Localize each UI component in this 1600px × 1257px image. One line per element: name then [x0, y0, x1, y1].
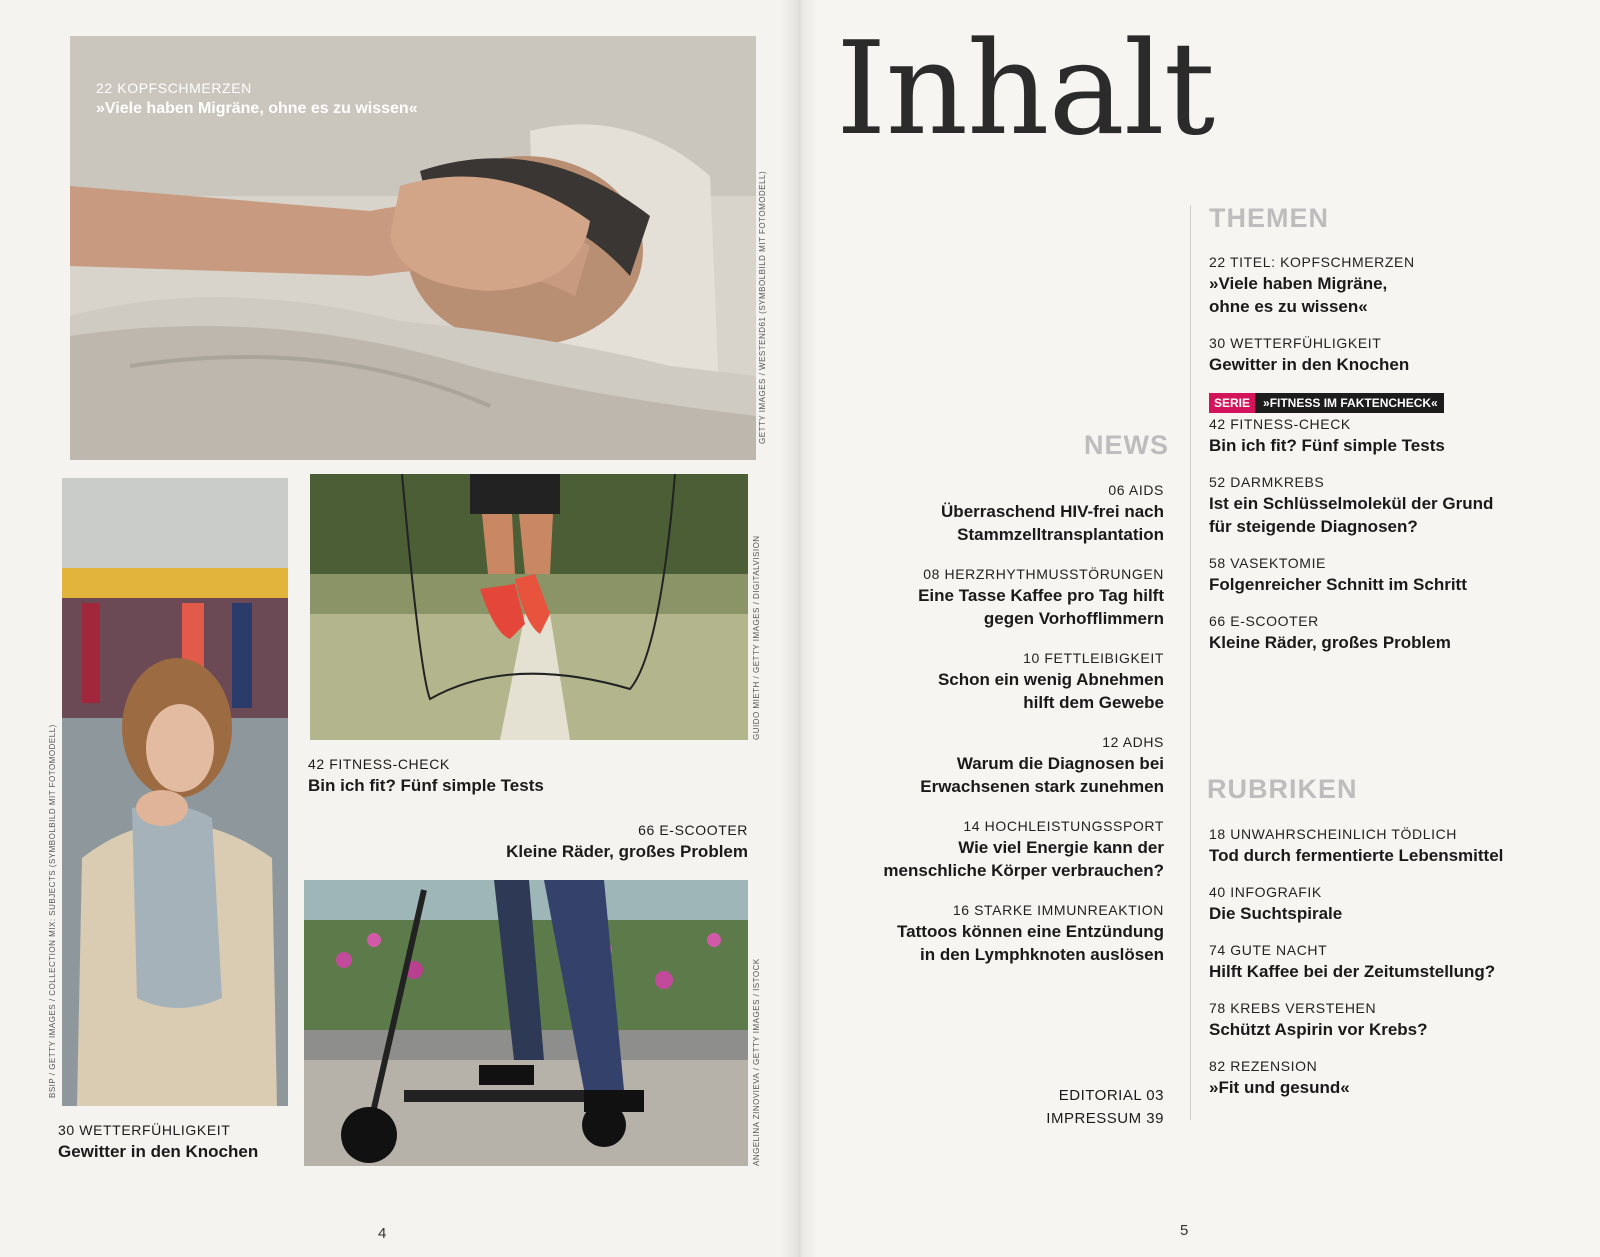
hero-kicker: 22 KOPFSCHMERZEN: [96, 80, 252, 96]
themen-entry-title: [1209, 631, 1539, 654]
news-entry[interactable]: [880, 482, 1164, 546]
rubriken-entry-title-line: Hilft Kaffee bei der Zeitumstellung?: [1209, 962, 1496, 981]
news-entry-title-line: Überraschend HIV-frei nach: [941, 502, 1164, 521]
news-entry-title: [880, 500, 1164, 546]
rubriken-entry-kicker: 18 UNWAHRSCHEINLICH TÖDLICH: [1209, 826, 1458, 842]
themen-entry-title-line: Gewitter in den Knochen: [1209, 355, 1410, 374]
news-entry-title: [880, 668, 1164, 714]
news-entry-title-line: Eine Tasse Kaffee pro Tag hilft: [918, 586, 1164, 605]
themen-entry-title: [1209, 573, 1539, 596]
rubriken-entry-title-line: Schützt Aspirin vor Krebs?: [1209, 1020, 1428, 1039]
rubriken-list: [1209, 826, 1539, 1116]
themen-entry[interactable]: [1209, 474, 1539, 538]
news-entry-title-line: Stammzelltransplantation: [957, 525, 1164, 544]
rubriken-entry-title: [1209, 1076, 1539, 1099]
news-entry-title-line: Warum die Diagnosen bei: [956, 754, 1164, 773]
news-entry-title-line: hilft dem Gewebe: [1023, 693, 1164, 712]
scooter-caption-kicker: 66 E-SCOOTER: [638, 822, 748, 838]
themen-entry-kicker: 58 VASEKTOMIE: [1209, 555, 1326, 571]
themen-entry[interactable]: [1209, 335, 1539, 376]
page-number-left: 4: [378, 1225, 387, 1242]
news-entry-title-line: menschliche Körper verbrauchen?: [883, 861, 1164, 880]
themen-list: [1209, 254, 1539, 671]
serie-banner: [1209, 393, 1444, 413]
news-entry-title: [880, 920, 1164, 966]
rubriken-entry[interactable]: [1209, 942, 1539, 983]
wetter-caption-title: Gewitter in den Knochen: [58, 1142, 259, 1161]
themen-entry-title-line: Kleine Räder, großes Problem: [1209, 633, 1451, 652]
page-title: Inhalt: [836, 15, 1215, 164]
impressum-entry: IMPRESSUM 39: [1046, 1110, 1164, 1127]
news-entry-kicker: 06 AIDS: [1108, 482, 1164, 498]
jump-rope-photo: [310, 474, 748, 740]
news-entry-title-line: in den Lymphknoten auslösen: [919, 945, 1164, 964]
column-divider: [1190, 205, 1191, 1120]
news-entry-title: [880, 584, 1164, 630]
themen-entry-kicker: 52 DARMKREBS: [1209, 474, 1325, 490]
themen-entry-title: [1209, 272, 1539, 318]
themen-entry-kicker: 42 FITNESS-CHECK: [1209, 416, 1351, 432]
themen-entry-title: [1209, 434, 1539, 457]
page-fold: [780, 0, 818, 1257]
news-heading: NEWS: [1084, 430, 1169, 460]
woman-photo-credit: BSIP / GETTY IMAGES / COLLECTION MIX: SUBJECTS (SYMBOLBILD MIT FOTOMODELL): [48, 724, 57, 1098]
rubriken-entry[interactable]: [1209, 1000, 1539, 1041]
scooter-caption: [440, 822, 748, 862]
rubriken-entry-title-line: »Fit und gesund«: [1209, 1078, 1350, 1097]
e-scooter-photo: [304, 880, 748, 1166]
rubriken-entry-title: [1209, 1018, 1539, 1041]
news-entry-kicker: 12 ADHS: [1102, 734, 1164, 750]
fitness-caption: [308, 756, 544, 796]
wetter-caption-kicker: 30 WETTERFÜHLIGKEIT: [58, 1122, 231, 1138]
themen-entry-title-line: Folgenreicher Schnitt im Schritt: [1209, 575, 1467, 594]
themen-entry-title-line: Ist ein Schlüsselmolekül der Grund: [1209, 494, 1494, 513]
news-entry-title-line: Schon ein wenig Abnehmen: [937, 670, 1164, 689]
fitness-caption-title: Bin ich fit? Fünf simple Tests: [308, 776, 544, 795]
themen-entry-kicker: 66 E-SCOOTER: [1209, 613, 1319, 629]
rubriken-entry-kicker: 40 INFOGRAFIK: [1209, 884, 1322, 900]
themen-entry-title-line: ohne es zu wissen«: [1209, 297, 1368, 316]
serie-label: »FITNESS IM FAKTENCHECK«: [1263, 396, 1438, 410]
news-entry-kicker: 16 STARKE IMMUNREAKTION: [952, 902, 1164, 918]
news-entry-title: [880, 836, 1164, 882]
themen-entry-title-line: »Viele haben Migräne,: [1209, 274, 1388, 293]
themen-heading: THEMEN: [1209, 203, 1329, 233]
page-number-right: 5: [1180, 1222, 1189, 1239]
themen-entry-title: [1209, 353, 1539, 376]
rubriken-entry[interactable]: [1209, 884, 1539, 925]
news-entry-title-line: gegen Vorhofflimmern: [983, 609, 1164, 628]
news-entry-kicker: 08 HERZRHYTHMUSSTÖRUNGEN: [923, 566, 1164, 582]
themen-entry[interactable]: [1209, 555, 1539, 596]
front-matter-list: [1010, 1084, 1164, 1130]
news-entry-title-line: Tattoos können eine Entzündung: [897, 922, 1164, 941]
jump-photo-credit: GUIDO MIETH / GETTY IMAGES / DIGITALVISION: [752, 535, 761, 740]
news-entry-title-line: Wie viel Energie kann der: [958, 838, 1164, 857]
themen-entry[interactable]: [1209, 416, 1539, 457]
news-entry-kicker: 14 HOCHLEISTUNGSSPORT: [963, 818, 1164, 834]
scooter-caption-title: Kleine Räder, großes Problem: [506, 842, 748, 861]
rubriken-entry-title-line: Tod durch fermentierte Lebensmittel: [1209, 846, 1504, 865]
rubriken-entry-title-line: Die Suchtspirale: [1209, 904, 1343, 923]
news-entry[interactable]: [880, 902, 1164, 966]
news-list: [880, 482, 1164, 986]
rubriken-entry-title: [1209, 960, 1539, 983]
hero-caption: [96, 80, 418, 118]
news-entry[interactable]: [880, 734, 1164, 798]
themen-entry-title-line: für steigende Diagnosen?: [1209, 517, 1418, 536]
rubriken-entry[interactable]: [1209, 1058, 1539, 1099]
hero-photo-credit: GETTY IMAGES / WESTEND61 (SYMBOLBILD MIT FOTOMODELL): [758, 170, 767, 444]
rubriken-entry[interactable]: [1209, 826, 1539, 867]
rubriken-entry-title: [1209, 902, 1539, 925]
themen-entry-title: [1209, 492, 1539, 538]
news-entry[interactable]: [880, 650, 1164, 714]
editorial-entry: EDITORIAL 03: [1058, 1087, 1164, 1104]
hero-title: »Viele haben Migräne, ohne es zu wissen«: [96, 100, 418, 117]
rubriken-entry-title: [1209, 844, 1539, 867]
serie-tag: SERIE: [1209, 393, 1255, 413]
scooter-photo-credit: ANGELINA ZINOVIEVA / GETTY IMAGES / ISTOCK: [752, 958, 761, 1166]
news-entry[interactable]: [880, 818, 1164, 882]
themen-entry[interactable]: [1209, 613, 1539, 654]
wetter-caption: [58, 1122, 258, 1162]
themen-entry-kicker: 30 WETTERFÜHLIGKEIT: [1209, 335, 1382, 351]
themen-entry[interactable]: [1209, 254, 1539, 318]
themen-entry-title-line: Bin ich fit? Fünf simple Tests: [1209, 436, 1445, 455]
left-page: [0, 0, 797, 1257]
woman-photo: [62, 478, 288, 1106]
rubriken-entry-kicker: 74 GUTE NACHT: [1209, 942, 1328, 958]
rubriken-entry-kicker: 78 KREBS VERSTEHEN: [1209, 1000, 1377, 1016]
news-entry-kicker: 10 FETTLEIBIGKEIT: [1023, 650, 1164, 666]
themen-entry-kicker: 22 TITEL: KOPFSCHMERZEN: [1209, 254, 1415, 270]
news-entry[interactable]: [880, 566, 1164, 630]
fitness-caption-kicker: 42 FITNESS-CHECK: [308, 756, 450, 772]
news-entry-title: [880, 752, 1164, 798]
news-entry-title-line: Erwachsenen stark zunehmen: [920, 777, 1164, 796]
rubriken-heading: RUBRIKEN: [1207, 774, 1358, 804]
rubriken-entry-kicker: 82 REZENSION: [1209, 1058, 1318, 1074]
